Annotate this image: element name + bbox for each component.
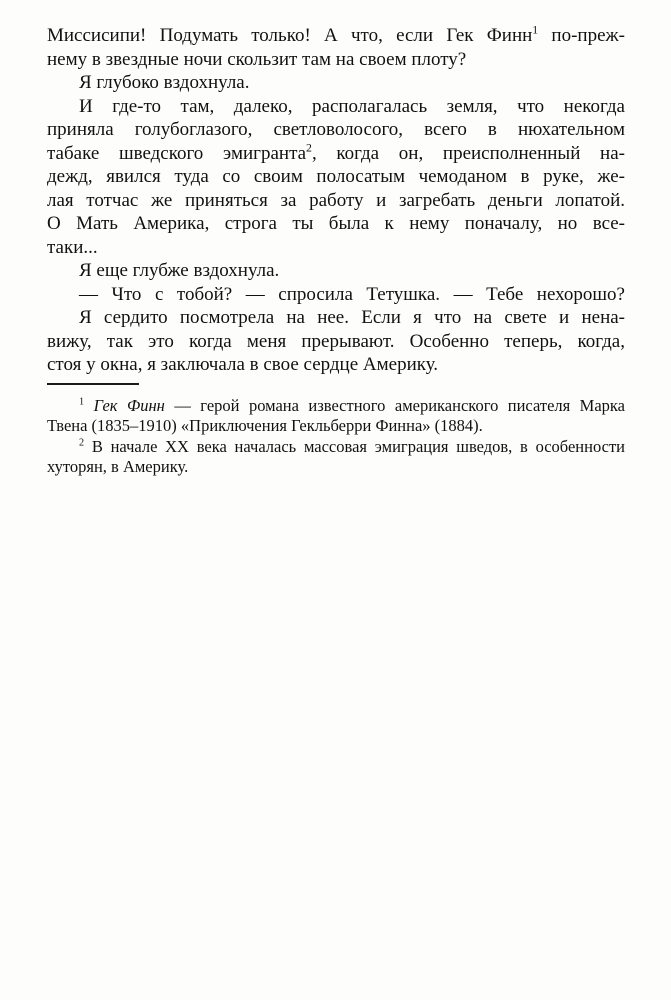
footnotes (47, 396, 625, 478)
text-span: лая тотчас же приняться за работу и загребать деньги лопатой. (47, 189, 625, 211)
footnote-line (47, 457, 625, 478)
footnote-line (47, 437, 625, 458)
body-line (47, 24, 625, 48)
text-span: вижу, так это когда меня прерывают. Особенно теперь, когда, (47, 330, 625, 352)
text-span: Я сердито посмотрела на нее. Если я что на свете и нена- (79, 307, 625, 328)
text-span: хуторян, в Америку. (47, 457, 189, 476)
text-span: — Что с тобой? — спросила Тетушка. — Тебе нехорошо? (79, 283, 625, 305)
footnote-marker: 2 (79, 437, 85, 448)
text-span: Гек Финн (93, 395, 165, 415)
text-span: — герой романа известного американского писателя Марка (164, 395, 625, 415)
footnote-line (47, 396, 625, 417)
footnote-marker: 1 (532, 24, 539, 37)
text-span: дежд, явился туда со своим полосатым чемоданом в руке, же- (47, 166, 625, 187)
footnote-separator (47, 383, 139, 385)
body-line (47, 353, 625, 377)
body-line (47, 236, 625, 260)
text-span: Я еще глубже вздохнула. (79, 260, 280, 281)
body-line (47, 95, 625, 119)
footnote-marker: 1 (79, 396, 85, 407)
text-span: , когда он, преисполненный на- (311, 142, 625, 164)
body-line (47, 48, 625, 72)
text-span: стоя у окна, я заключала в свое сердце Америку. (47, 354, 439, 375)
footnote-line (47, 416, 625, 437)
text-span: приняла голубоглазого, светловолосого, всего в нюхательном (47, 119, 625, 140)
text-span: Твена (1835–1910) «Приключения Гекльберри Финна» (1884). (47, 416, 483, 435)
text-span: И где-то там, далеко, располагалась земля, что некогда (79, 95, 625, 117)
text-span: нему в звездные ночи скользит там на своем плоту? (47, 48, 467, 70)
body-line (47, 71, 625, 95)
body-line (47, 330, 625, 354)
body-line (47, 118, 625, 142)
body-line (47, 306, 625, 330)
text-span (84, 396, 93, 415)
body-line (47, 142, 625, 166)
body-line (47, 259, 625, 283)
text-span: Миссисипи! Подумать только! А что, если Гек Финн (47, 25, 533, 46)
body-line (47, 212, 625, 236)
body-line (47, 189, 625, 213)
text-span: В начале XX века началась массовая эмиграция шведов, в особенности (84, 436, 625, 456)
text-span: О Мать Америка, строга ты была к нему поначалу, но все- (47, 213, 625, 234)
body-line (47, 165, 625, 189)
text-span: Я глубоко вздохнула. (79, 72, 250, 93)
body-line (47, 283, 625, 307)
text-span: табаке шведского эмигранта (47, 142, 307, 164)
text-span: таки... (47, 236, 98, 258)
text-span: по-преж- (538, 25, 625, 46)
footnote-marker: 2 (306, 141, 312, 155)
body-text (47, 24, 625, 377)
text-block (47, 24, 625, 478)
